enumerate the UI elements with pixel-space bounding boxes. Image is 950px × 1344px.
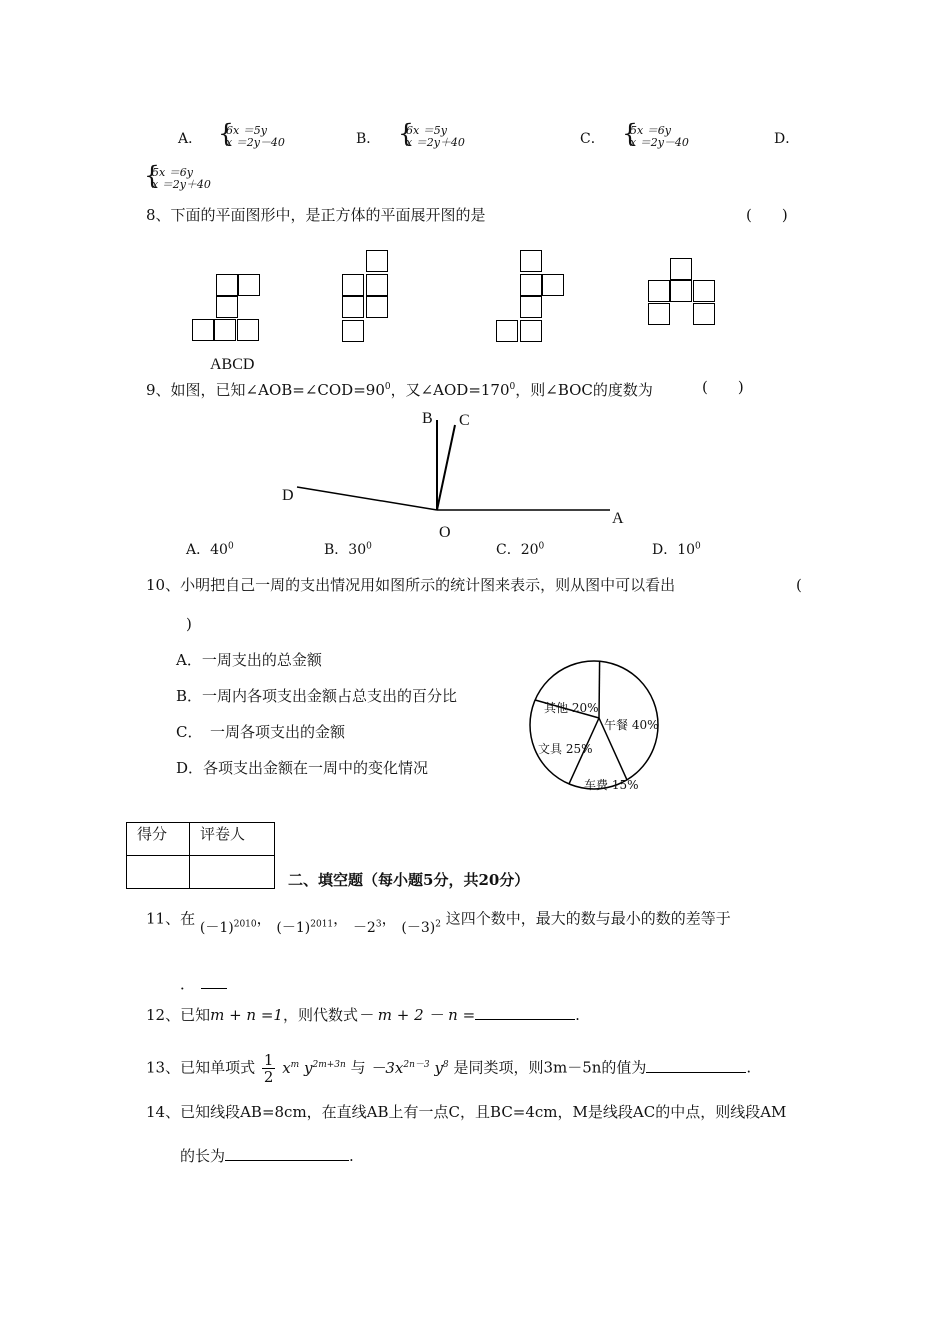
q10-paren-close: ) <box>186 615 192 633</box>
q13-fraction: $\frac{1}{2}$ <box>263 1051 274 1086</box>
q12-expression: － m + 2 － n = <box>357 1006 476 1024</box>
q12-condition: m + n =1 <box>210 1006 283 1024</box>
q11-term1: $(-1)^{2010}$ <box>199 919 257 936</box>
q7-option-d-system: { 5x ＝6y x ＝2y＋40 <box>144 161 211 191</box>
q7-option-d-label: D． <box>774 131 800 147</box>
q11-term2: $(-1)^{2011}$ <box>276 919 334 936</box>
ray-oc <box>437 425 455 510</box>
q7-b-eq1: 6x ＝5y <box>406 124 447 137</box>
score-header-label: 得分 <box>127 823 190 856</box>
q8-net-c <box>496 250 568 345</box>
q7-option-c-system: { 5x ＝6y x ＝2y－40 <box>622 119 689 149</box>
q7-option-c-label: C． <box>580 131 605 147</box>
q9-text-part1: 9、如图，已知∠AOB=∠COD=90 <box>146 381 385 399</box>
q9-text-part3: ，则∠BOC的度数为 <box>515 381 653 399</box>
q10-text: 10、小明把自己一周的支出情况用如图所示的统计图来表示，则从图中可以看出 <box>146 576 676 594</box>
q9-sup2: 0 <box>509 382 516 392</box>
q14-text: 14、已知线段AB=8cm，在直线AB上有一点C，且BC=4cm，M是线段AC的中点，则线段AM <box>146 1103 787 1121</box>
ray-od <box>297 487 437 510</box>
q10-option-a: A．一周支出的总金额 <box>176 651 322 669</box>
q13-answer-blank[interactable] <box>646 1072 746 1073</box>
q7-a-eq2: x ＝2y－40 <box>226 136 285 149</box>
q14-answer-blank[interactable] <box>225 1160 349 1161</box>
q10-option-b: B．一周内各项支出金额占总支出的百分比 <box>176 687 458 705</box>
q9-label-b: B <box>422 410 433 427</box>
q8-net-d <box>648 258 720 330</box>
q9-option-a: A．$40^0$ <box>186 541 234 558</box>
score-cell[interactable] <box>127 856 190 889</box>
q10-paren-open: ( <box>796 576 802 594</box>
q9-label-c: C <box>459 412 470 429</box>
q7-c-eq2: x ＝2y－40 <box>630 136 689 149</box>
q8-net-a <box>192 274 264 346</box>
q7-option-b-system: { 6x ＝5y x ＝2y＋40 <box>398 119 465 149</box>
q7-b-eq2: x ＝2y＋40 <box>406 136 465 149</box>
q7-a-eq1: 6x ＝5y <box>226 124 267 137</box>
grader-cell[interactable] <box>190 856 275 889</box>
q9-option-d: D．$10^0$ <box>652 541 701 558</box>
q13-monomial2: $-3x^{2n-3}$ $y^8$ <box>370 1058 449 1077</box>
pie-label-other: 其他 20% <box>544 701 599 715</box>
q7-option-b-label: B． <box>356 131 381 147</box>
q12-line: 12、已知m + n =1，则代数式－ m + 2 － n = . <box>146 1006 580 1024</box>
pie-label-stationery: 文具 25% <box>538 742 593 756</box>
q7-option-a-system: { 6x ＝5y x ＝2y－40 <box>218 119 285 149</box>
q7-d-eq1: 5x ＝6y <box>152 166 193 179</box>
q9-option-c: C．$20^0$ <box>496 541 545 558</box>
q9-angle-diagram <box>270 405 640 545</box>
q8-net-b <box>342 250 392 345</box>
q7-d-eq2: x ＝2y＋40 <box>152 178 211 191</box>
q11-prefix: 11、在 <box>146 909 196 928</box>
q11-term4: $(-3)^2$ <box>401 919 441 936</box>
pie-label-lunch: 午餐 40% <box>604 718 659 732</box>
section2-title: 二、填空题（每小题5分，共20分） <box>288 871 530 889</box>
q11-line: 11、在 $(-1)^{2010}$， $(-1)^{2011}$， $-2^3$， $(-3)^2$ 这四个数中，最大的数与最小的数的差等于 <box>146 909 731 936</box>
q7-option-a-label: A． <box>178 131 203 147</box>
pie-boundary-1 <box>599 661 600 718</box>
q13-monomial1: $x^m$ $y^{2m+3n}$ <box>282 1058 346 1077</box>
q11-term3: $-2^3$ <box>352 919 382 936</box>
q9-text <box>146 377 653 400</box>
q8-text: 8、下面的平面图形中，是正方体的平面展开图的是 <box>146 206 486 224</box>
q10-option-d: D．各项支出金额在一周中的变化情况 <box>176 759 429 777</box>
q10-option-c: C． 一周各项支出的金额 <box>176 723 345 741</box>
pie-label-fare: 车费 15% <box>584 778 639 792</box>
q9-option-b: B．$30^0$ <box>324 541 372 558</box>
q11-cont: ． <box>180 974 227 994</box>
q9-text-part2: ，又∠AOD=170 <box>390 381 510 399</box>
q8-answer-paren: ( ) <box>746 206 788 224</box>
q11-answer-blank[interactable] <box>201 988 227 989</box>
q9-label-o: O <box>439 524 451 541</box>
q12-answer-blank[interactable] <box>475 1019 575 1020</box>
q9-label-a: A <box>612 510 624 527</box>
q9-answer-paren: ( ) <box>702 378 744 396</box>
q11-suffix: 这四个数中，最大的数与最小的数的差等于 <box>445 909 731 928</box>
q9-label-d: D <box>282 487 294 504</box>
q8-caption: ABCD <box>210 356 255 373</box>
score-table <box>126 822 275 889</box>
q13-line: 13、已知单项式 $\frac{1}{2}$ $x^m$ $y^{2m+3n}$ 与 $-3x^{2n-3}$ $y^8$ 是同类项，则3m－5n的值为 . <box>146 1051 752 1086</box>
q14-cont: 的长为 . <box>180 1147 354 1165</box>
q9-sup1: 0 <box>384 382 391 392</box>
grader-header-label: 评卷人 <box>190 823 275 856</box>
q7-c-eq1: 5x ＝6y <box>630 124 671 137</box>
